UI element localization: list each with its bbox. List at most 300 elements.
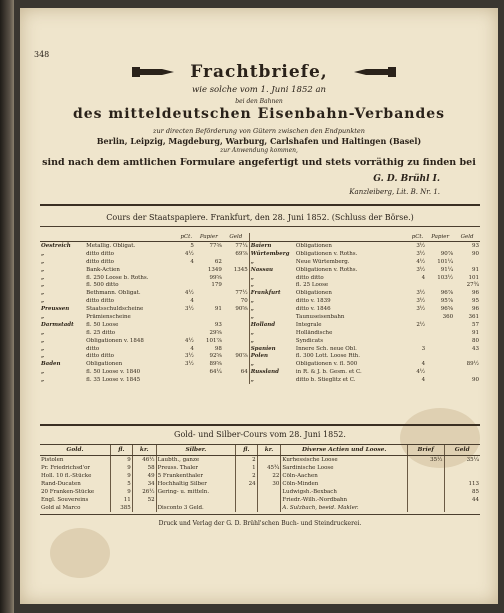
table-cell: 62 [214, 258, 222, 265]
table-cell [236, 496, 257, 504]
table-cell: „ [249, 313, 295, 321]
column-header: Diverse Actien und Loose. [281, 445, 407, 456]
table-cell: 90 [472, 377, 479, 384]
table-cell: Obligationen [295, 242, 332, 249]
table-cell: „ [41, 266, 45, 273]
table-cell: Baden [41, 361, 61, 368]
table-cell: 179 [211, 282, 222, 289]
table-cell: 90 [472, 250, 479, 257]
table-cell: 3½ [185, 361, 194, 368]
table-cell: Spanien [249, 345, 295, 353]
table-cell: Gering- u. mitteln. [156, 488, 236, 496]
table-cell: 113 [444, 480, 480, 488]
table-cell: 3½ [416, 290, 426, 297]
table-cell: 91 [214, 306, 222, 313]
table-cell: 5 Frankenthaler [156, 472, 236, 480]
table-cell: „ [249, 297, 295, 305]
table-cell: 101 [468, 274, 479, 281]
table-cell [426, 242, 454, 250]
table-cell: Sardinische Loose [281, 464, 407, 472]
table-cell [426, 360, 454, 368]
table-cell: 4 [421, 377, 426, 384]
table-cell: fl. 500 ditto [86, 282, 119, 289]
table-cell [257, 504, 281, 512]
table-cell: 9 [110, 464, 132, 472]
column-header: Gold. [40, 445, 110, 456]
table-cell: 89⅝ [209, 361, 222, 368]
table-cell: 101¼ [437, 258, 454, 265]
column-header: Silber. [156, 445, 236, 456]
table-cell [195, 313, 223, 321]
table-cell: fl. 300 Lott. Loose Rth. [295, 353, 360, 360]
page-number: 348 [34, 50, 50, 59]
ad-line: zur Anwendung kommen, [220, 147, 298, 154]
table-cell: Pistolen [41, 457, 64, 463]
table-cell [236, 504, 257, 512]
table-cell: fl. 50 Loose [86, 321, 119, 328]
ad-line: sind nach dem amtlichen Formulare angefertigt und stets vorräthig zu finden bei [42, 157, 476, 168]
table-cell [407, 504, 444, 512]
ad-cities: Berlin, Leipzig, Magdeburg, Warburg, Carlshafen und Haltingen (Basel) [96, 136, 422, 146]
table-cell: Innere Sch. neue Obl. [295, 345, 357, 352]
table-cell [426, 345, 454, 353]
column-header [40, 233, 85, 242]
table-cell: 98 [214, 345, 222, 352]
currency-row [40, 504, 480, 512]
table-cell [195, 250, 223, 258]
table-cell: 35½ [407, 456, 444, 465]
table-cell: 77¼ [235, 242, 248, 249]
stock-row [40, 337, 480, 345]
table-cell: 101⅞ [206, 337, 222, 344]
currency-table [40, 444, 480, 512]
table-cell: Obligationen [295, 290, 332, 297]
stock-row [40, 274, 480, 282]
table-cell: ditto v. 1846 [295, 306, 331, 313]
table-cell: 4½ [416, 369, 426, 376]
table-cell [178, 376, 195, 384]
table-cell: 103½ [437, 274, 454, 281]
table-cell [178, 281, 195, 289]
table-cell: 27¾ [466, 282, 479, 289]
table-cell [132, 504, 156, 512]
table-cell [178, 321, 195, 329]
table-cell: ditto ditto [86, 250, 114, 257]
stock-row [40, 266, 480, 274]
stock-row [40, 329, 480, 337]
table-cell: 95⅞ [440, 298, 454, 305]
table-cell: 5 [110, 480, 132, 488]
table-cell: 4½ [185, 290, 194, 297]
column-header: Papier [195, 233, 223, 242]
paper-stain [50, 528, 110, 578]
table-cell: „ [249, 281, 295, 289]
currency-row [40, 472, 480, 480]
table-cell: Würtemberg [249, 250, 295, 258]
table-cell: 24 [236, 480, 257, 488]
table-cell: Obligationen v. 1848 [86, 337, 144, 344]
currency-row [40, 464, 480, 472]
column-header: Geld [444, 445, 480, 456]
table-cell [426, 352, 454, 360]
table-cell [223, 258, 249, 266]
table-cell: 9 [110, 472, 132, 480]
table-cell [444, 504, 480, 512]
table-cell: 3½ [185, 306, 194, 313]
table-cell [223, 281, 249, 289]
table-cell: Holländische [295, 329, 333, 336]
table-cell: 4 [421, 274, 426, 281]
column-header [85, 233, 178, 242]
table-cell: Pr. Friedrichsd'or [41, 465, 91, 471]
table-cell: Bank-Actien [86, 266, 120, 273]
table-cell: Obligationen v. Roths. [295, 250, 358, 257]
stock-section-title: Cours der Staatspapiere. Frankfurt, den 28. Juni 1852. (Schluss der Börse.) [106, 213, 414, 222]
table-cell [178, 329, 195, 337]
stock-row [40, 305, 480, 313]
table-cell: 91 [472, 329, 479, 336]
currency-row [40, 456, 480, 465]
table-cell: Prämienscheine [86, 313, 131, 320]
table-cell: fl. 50 Loose v. 1840 [86, 369, 141, 376]
table-cell: 96⅝ [440, 306, 454, 313]
table-cell: ditto [86, 345, 100, 352]
table-cell: fl. 25 ditto [86, 329, 116, 336]
table-cell: 3½ [416, 242, 426, 249]
table-cell: Staatsschuldscheine [86, 306, 144, 313]
table-cell: 49 [132, 472, 156, 480]
ad-title: Frachtbriefe, [190, 62, 328, 82]
stock-row [40, 352, 480, 360]
table-cell [257, 496, 281, 504]
stock-quotes-table [40, 233, 480, 384]
table-cell: 93 [214, 321, 222, 328]
table-cell [407, 472, 444, 480]
table-cell: A. Sulzbach, beeid. Makler. [281, 504, 407, 512]
table-cell [407, 464, 444, 472]
divider [40, 424, 480, 426]
table-cell: 4½ [416, 258, 426, 265]
table-cell: 34 [132, 480, 156, 488]
table-cell: Friedr.-Wilh.-Nordbahn [281, 496, 407, 504]
table-cell [195, 376, 223, 384]
table-cell: Holl. 10 fl.-Stücke [41, 473, 92, 479]
table-cell: „ [41, 329, 45, 336]
table-cell: 3½ [416, 266, 426, 273]
table-cell: 1349 [207, 266, 222, 273]
table-cell [178, 313, 195, 321]
table-cell: Hochhaltig Silber [156, 480, 236, 488]
table-cell: Laubth., ganze [156, 456, 236, 465]
table-cell: 57 [472, 321, 479, 328]
table-cell: „ [41, 298, 45, 305]
table-cell: Bethmann. Obligat. [86, 290, 141, 297]
table-cell: Darmstadt [41, 321, 74, 328]
column-header: Geld [223, 233, 249, 242]
ad-line: bei den Bahnen [235, 98, 283, 105]
stock-row [40, 345, 480, 353]
stock-row [40, 297, 480, 305]
currency-row [40, 488, 480, 496]
currency-row [40, 496, 480, 504]
table-cell: 91 [472, 266, 479, 273]
table-cell [426, 376, 454, 384]
table-cell: 96 [472, 290, 479, 297]
table-cell: „ [41, 313, 45, 320]
table-cell: 90⅞ [440, 250, 454, 257]
table-cell: „ [41, 345, 45, 352]
stock-row [40, 250, 480, 258]
table-cell: Frankfurt [249, 289, 295, 297]
table-cell [454, 352, 480, 360]
table-cell: 4 [190, 298, 194, 305]
table-cell: 9 [110, 456, 132, 465]
column-header: pCt. [409, 233, 426, 242]
table-cell [223, 274, 249, 282]
table-cell [444, 464, 480, 472]
table-cell: fl. 35 Loose v. 1845 [86, 377, 141, 384]
table-cell [407, 488, 444, 496]
column-header: fl. [236, 445, 257, 456]
table-cell: 26½ [132, 488, 156, 496]
table-cell: Engl. Souvereins [41, 497, 89, 503]
table-cell: Syndicats [295, 337, 324, 344]
table-cell: 22 [257, 472, 281, 480]
table-cell: 35¼ [444, 456, 480, 465]
table-cell: Metallig. Obligat. [86, 242, 136, 249]
table-cell: 29⅝ [209, 329, 222, 336]
table-cell [223, 337, 249, 345]
table-cell [407, 480, 444, 488]
column-header: fl. [110, 445, 132, 456]
table-cell: „ [249, 376, 295, 384]
stock-row [40, 281, 480, 289]
table-cell: „ [41, 377, 45, 384]
table-cell: Integrale [295, 321, 322, 328]
table-cell: Cöln-Aachen [281, 472, 407, 480]
table-cell: 58 [132, 464, 156, 472]
ad-line: zur directen Beförderung von Gütern zwischen den Endpunkten [153, 127, 365, 135]
imprint-footer: Druck und Verlag der G. D. Brühl'schen Buch- und Steindruckerei. [158, 520, 362, 527]
stock-row [40, 321, 480, 329]
table-cell: 4 [421, 361, 426, 368]
table-cell: „ [41, 369, 45, 376]
table-cell [178, 368, 195, 376]
table-cell: „ [41, 337, 45, 344]
table-cell [426, 329, 454, 337]
table-cell: 2 [236, 472, 257, 480]
table-cell: 77⅜ [209, 242, 222, 249]
table-cell: Preussen [41, 306, 70, 313]
table-cell: in R. & J. b. Gesm. et C. [295, 369, 362, 376]
stock-row [40, 368, 480, 376]
table-cell: 3½ [416, 298, 426, 305]
table-cell [409, 281, 426, 289]
table-cell: Polen [249, 352, 295, 360]
table-cell [454, 258, 480, 266]
table-cell: „ [41, 250, 45, 257]
table-cell: „ [249, 337, 295, 345]
table-cell: 2½ [416, 321, 426, 328]
currency-section-title: Gold- und Silber-Cours vom 28. Juni 1852. [174, 430, 346, 439]
table-cell: 90⅞ [235, 353, 248, 360]
table-cell: Preuss. Thaler [156, 464, 236, 472]
book-spine [0, 0, 14, 613]
table-cell [257, 456, 281, 465]
table-cell: 361 [468, 313, 479, 320]
table-cell: fl. 25 Loose [295, 282, 329, 289]
table-cell: „ [249, 329, 295, 337]
table-cell: 80 [472, 337, 479, 344]
table-cell: 11 [110, 496, 132, 504]
table-cell [407, 496, 444, 504]
table-cell [426, 368, 454, 376]
table-cell: Oestreich [41, 242, 71, 249]
table-cell: „ [249, 360, 295, 368]
table-cell [178, 274, 195, 282]
currency-row [40, 480, 480, 488]
table-cell [223, 360, 249, 368]
table-cell: 93 [472, 242, 479, 249]
table-cell [426, 337, 454, 345]
table-cell [409, 329, 426, 337]
table-cell: 96 [472, 306, 479, 313]
table-cell: „ [249, 274, 295, 282]
table-cell: Taunuseisenbahn [295, 313, 345, 320]
table-cell: 45¾ [257, 464, 281, 472]
table-cell [178, 266, 195, 274]
table-cell: Ludwigsh.-Bexbach [281, 488, 407, 496]
table-cell: 99⅝ [209, 274, 222, 281]
table-cell: 30 [257, 480, 281, 488]
table-cell: Russland [249, 368, 295, 376]
table-cell: 20 Franken-Stücke [41, 489, 95, 495]
table-cell [195, 289, 223, 297]
table-cell [223, 313, 249, 321]
divider [40, 204, 480, 206]
table-cell: 4½ [185, 250, 194, 257]
table-cell [454, 368, 480, 376]
table-cell: 92⅝ [209, 353, 222, 360]
table-cell: 91¼ [440, 266, 454, 273]
table-cell: fl. 250 Loose b. Roths. [86, 274, 149, 281]
table-cell: 3½ [416, 250, 426, 257]
table-cell [223, 321, 249, 329]
table-cell: Baiern [249, 242, 295, 250]
table-cell: Obligationen v. fl. 500 [295, 361, 358, 368]
table-cell: 70 [240, 298, 248, 305]
table-cell: ditto ditto [86, 353, 114, 360]
table-cell: „ [41, 290, 45, 297]
divider [40, 514, 480, 515]
table-cell: 4 [190, 345, 194, 352]
table-cell: Holland [249, 321, 295, 329]
table-cell: 3 [421, 345, 426, 352]
table-cell: 3½ [185, 353, 194, 360]
ad-headline: des mitteldeutschen Eisenbahn-Verbandes [72, 106, 446, 122]
table-cell: ditto ditto [295, 274, 324, 281]
table-cell [236, 488, 257, 496]
table-cell: Nassau [249, 266, 295, 274]
column-header [249, 233, 295, 242]
table-cell: Obligationen v. Roths. [295, 266, 358, 273]
table-cell: 95 [472, 298, 479, 305]
column-header: kr. [132, 445, 156, 456]
table-cell: Neue Würtemberg. [295, 258, 350, 265]
table-cell: 5 [190, 242, 194, 249]
table-cell [223, 329, 249, 337]
table-cell: 385 [110, 504, 132, 512]
table-cell: 64 [240, 369, 248, 376]
divider [40, 226, 480, 227]
table-cell [195, 297, 223, 305]
table-cell [223, 376, 249, 384]
table-cell: 9 [110, 488, 132, 496]
column-header: Geld [454, 233, 480, 242]
table-cell: „ [249, 258, 295, 266]
table-cell: ditto ditto [86, 258, 114, 265]
table-cell: „ [41, 274, 45, 281]
table-cell: 1345 [233, 266, 248, 273]
table-cell: 77½ [235, 290, 248, 297]
stock-row [40, 258, 480, 266]
table-cell: ditto v. 1839 [295, 298, 331, 305]
column-header: kr. [257, 445, 281, 456]
table-cell: 1 [236, 464, 257, 472]
stock-row [40, 242, 480, 250]
table-cell [156, 496, 236, 504]
stock-row [40, 360, 480, 368]
column-header [295, 233, 409, 242]
table-cell: 89½ [466, 361, 479, 368]
publisher-address: Kanzleiberg, Lit. B. Nr. 1. [349, 188, 440, 196]
table-cell [444, 472, 480, 480]
table-cell [409, 337, 426, 345]
table-cell: 360 [442, 313, 454, 320]
table-cell [426, 321, 454, 329]
table-cell: 96⅞ [440, 290, 454, 297]
column-header: Papier [426, 233, 454, 242]
column-header: pCt. [178, 233, 195, 242]
table-cell: 46½ [132, 456, 156, 465]
table-cell: 64¼ [209, 369, 222, 376]
table-cell: 4½ [185, 337, 194, 344]
column-header: Brief [407, 445, 444, 456]
table-cell: 2 [236, 456, 257, 465]
table-cell [409, 313, 426, 321]
table-cell: Kurhessische Loose [281, 456, 407, 465]
table-cell: 43 [472, 345, 479, 352]
table-cell: ditto b. Stieglitz et C. [295, 377, 356, 384]
table-cell: ditto ditto [86, 298, 114, 305]
publisher-signature: G. D. Brühl I. [373, 174, 440, 184]
table-cell: 85 [444, 488, 480, 496]
table-cell: 4 [190, 258, 194, 265]
document-page [20, 8, 498, 604]
table-cell: 44 [444, 496, 480, 504]
table-cell: 90⅝ [235, 306, 248, 313]
stock-row [40, 376, 480, 384]
table-cell [409, 352, 426, 360]
table-cell [223, 345, 249, 353]
table-cell [426, 281, 454, 289]
stock-row [40, 289, 480, 297]
table-cell: 3½ [416, 306, 426, 313]
table-cell: Rand-Ducaten [41, 481, 81, 487]
table-cell [257, 488, 281, 496]
table-cell: „ [41, 258, 45, 265]
ad-line: wie solche vom 1. Juni 1852 an [191, 85, 327, 95]
